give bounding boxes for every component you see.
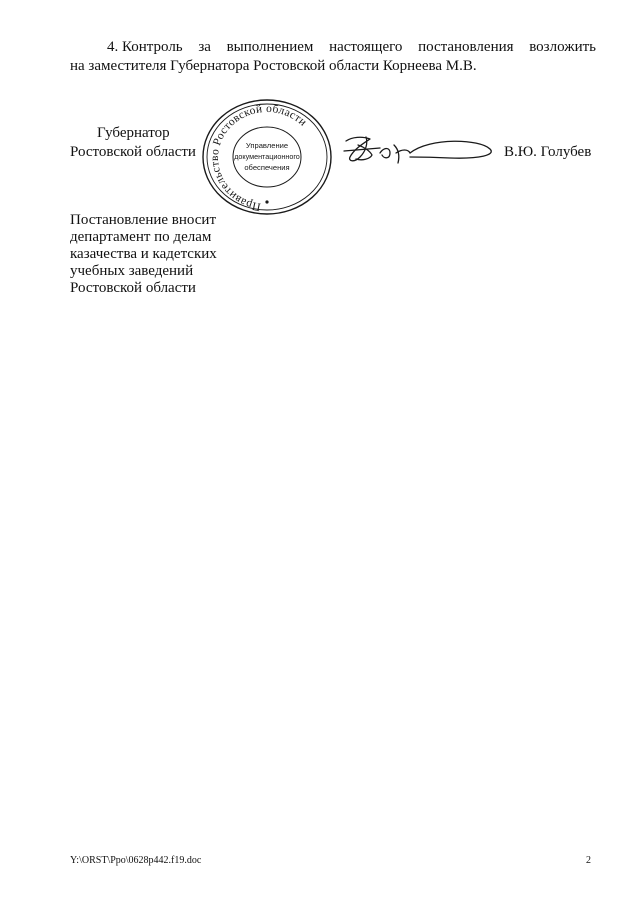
- submitter-line: учебных заведений: [70, 263, 194, 279]
- paragraph-word: за: [198, 39, 211, 55]
- paragraph-word: постановления: [418, 39, 514, 55]
- seal-center-line-1: Управление: [245, 141, 289, 150]
- paragraph-line-1: [70, 38, 596, 57]
- paragraph-line-2: на заместителя Губернатора Ростовской области Корнеева М.В.: [70, 58, 477, 74]
- handwritten-signature: [340, 127, 500, 175]
- governor-title-line-2: Ростовской области: [70, 144, 196, 160]
- signer-name: В.Ю. Голубев: [504, 144, 592, 160]
- paragraph-word: выполнением: [226, 39, 314, 55]
- official-seal: [200, 98, 334, 216]
- governor-title-line-1: Губернатор: [97, 125, 170, 141]
- submitter-note: [70, 212, 250, 297]
- seal-ring-text: Правительство Ростовской области: [209, 102, 309, 213]
- seal-center-line-2: документационного: [234, 152, 300, 161]
- paragraph-word: 4. Контроль: [107, 39, 183, 55]
- seal-dot: [265, 200, 268, 203]
- submitter-line: казачества и кадетских: [70, 246, 217, 262]
- paragraph-word: возложить: [529, 39, 596, 55]
- governor-title: [70, 124, 196, 162]
- submitter-line: Постановление вносит: [70, 212, 217, 228]
- paragraph-word: настоящего: [329, 39, 403, 55]
- footer-file-path: Y:\ORST\Ppo\0628p442.f19.doc: [70, 855, 202, 866]
- control-paragraph: [70, 38, 596, 76]
- page-number: 2: [586, 855, 591, 866]
- submitter-line: Ростовской области: [70, 280, 196, 296]
- submitter-line: департамент по делам: [70, 229, 212, 245]
- seal-center-line-3: обеспечения: [244, 163, 290, 172]
